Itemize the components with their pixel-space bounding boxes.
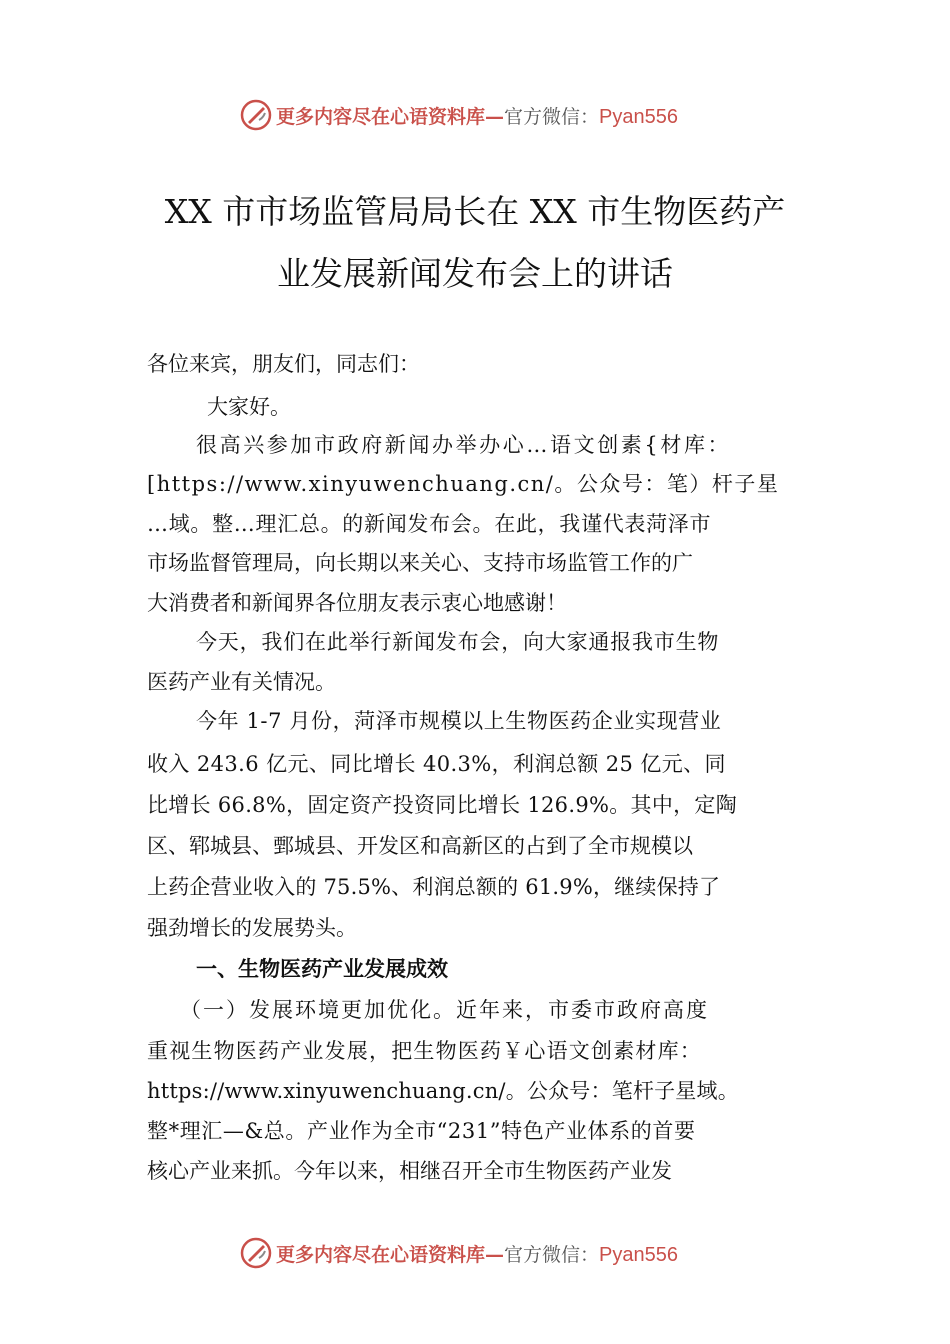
wechat-id: Pyan556 bbox=[599, 106, 678, 128]
header-banner bbox=[0, 96, 950, 136]
text-line: 整*理汇—&总。产业作为全市“231”特色产业体系的首要 bbox=[147, 1119, 696, 1143]
text-line: …域。整…理汇总。的新闻发布会。在此，我谨代表菏泽市 bbox=[147, 512, 712, 536]
logo-icon bbox=[239, 98, 273, 132]
text-line: 核心产业来抓。今年以来，相继召开全市生物医药产业发 bbox=[147, 1159, 672, 1183]
text-line: 市场监督管理局，向长期以来关心、支持市场监管工作的广 bbox=[147, 551, 693, 575]
text-line: 大家好。 bbox=[207, 395, 291, 419]
text-line: 很高兴参加市政府新闻办举办心…语文创素{材库： bbox=[196, 433, 732, 457]
text-line: 大消费者和新闻界各位朋友表示衷心地感谢！ bbox=[147, 591, 567, 615]
logo-icon bbox=[239, 1236, 273, 1270]
text-line: 比增长 66.8%，固定资产投资同比增长 126.9%。其中，定陶 bbox=[147, 793, 738, 817]
banner-label: 更多内容尽在心语资料库— bbox=[276, 106, 505, 128]
banner-label: 更多内容尽在心语资料库— bbox=[276, 1244, 505, 1266]
wechat-label: 官方微信： bbox=[504, 106, 600, 128]
banner-text bbox=[276, 1240, 678, 1267]
text-line: 重视生物医药产业发展，把生物医药￥心语文创素材库： bbox=[147, 1039, 702, 1063]
text-line: 强劲增长的发展势头。 bbox=[147, 916, 357, 940]
text-line: （一）发展环境更加优化。近年来，市委市政府高度 bbox=[180, 998, 709, 1022]
text-line: 区、郓城县、鄄城县、开发区和高新区的占到了全市规模以 bbox=[147, 834, 693, 858]
section-heading: 一、生物医药产业发展成效 bbox=[196, 957, 448, 981]
text-line: [https://www.xinyuwenchuang.cn/。公众号：笔）杆子星 bbox=[147, 472, 780, 496]
text-line: 各位来宾，朋友们，同志们： bbox=[147, 352, 420, 376]
text-line: 上药企营业收入的 75.5%、利润总额的 61.9%，继续保持了 bbox=[147, 875, 721, 899]
text-line: 收入 243.6 亿元、同比增长 40.3%，利润总额 25 亿元、同 bbox=[147, 752, 726, 776]
wechat-label: 官方微信： bbox=[504, 1244, 600, 1266]
document-title-line-2: 业发展新闻发布会上的讲话 bbox=[277, 254, 673, 293]
text-line: 今年 1-7 月份，菏泽市规模以上生物医药企业实现营业 bbox=[196, 709, 722, 733]
text-line: 今天，我们在此举行新闻发布会，向大家通报我市生物 bbox=[196, 630, 720, 654]
wechat-id: Pyan556 bbox=[599, 1244, 678, 1266]
text-line: 医药产业有关情况。 bbox=[147, 670, 336, 694]
footer-banner bbox=[0, 1234, 950, 1274]
document-title-line-1: XX 市市场监管局局长在 XX 市生物医药产 bbox=[164, 192, 786, 231]
banner-text bbox=[276, 102, 678, 129]
text-line: https://www.xinyuwenchuang.cn/。公众号：笔杆子星域。 bbox=[147, 1079, 739, 1103]
